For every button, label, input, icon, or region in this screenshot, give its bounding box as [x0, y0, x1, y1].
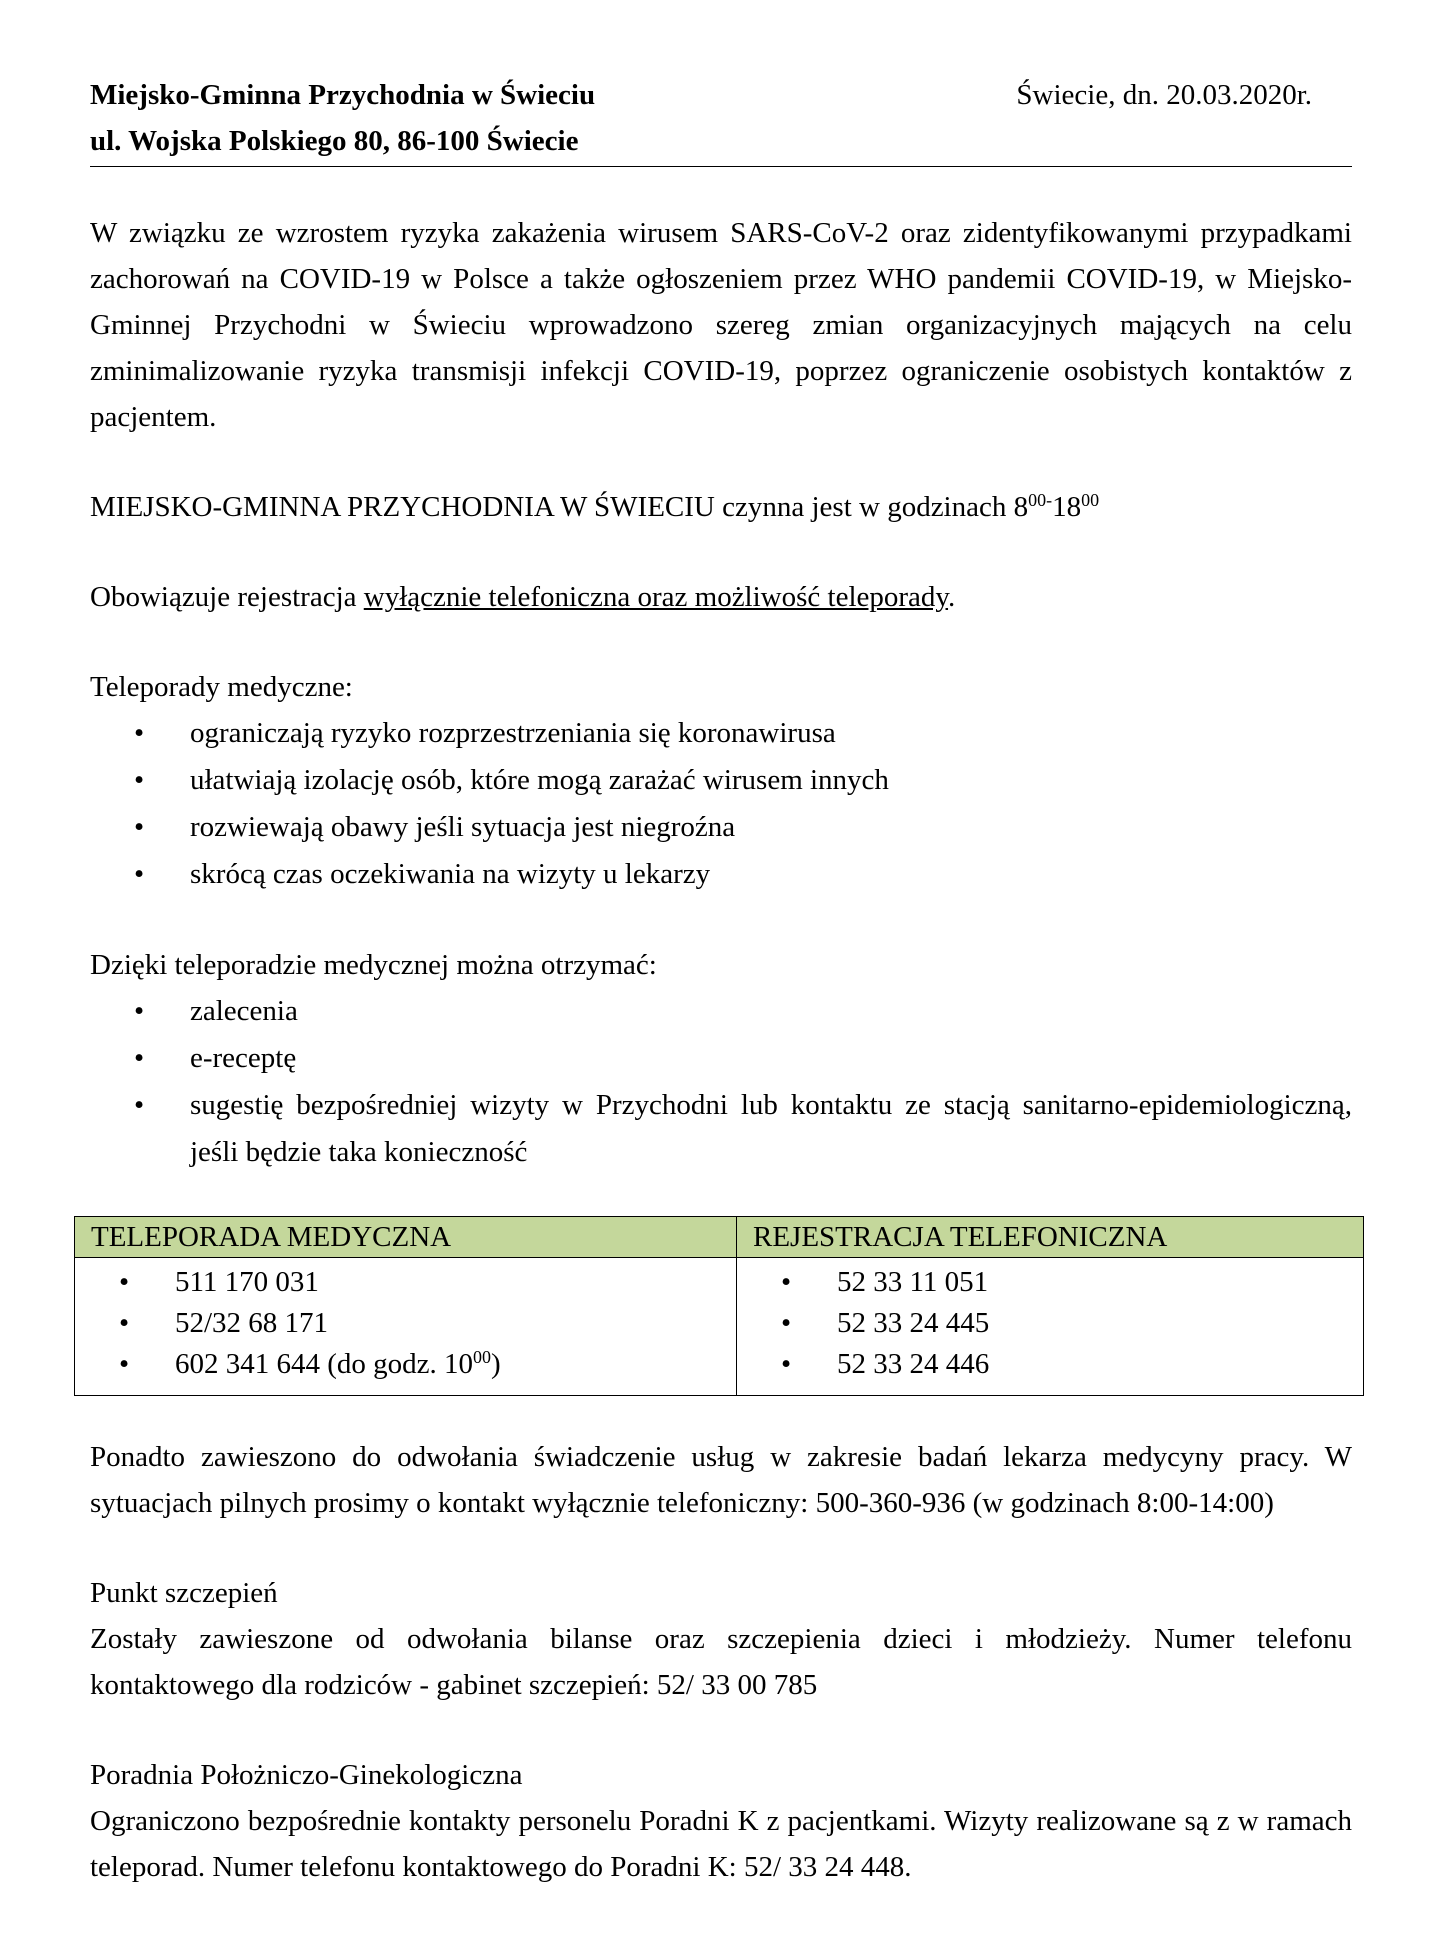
- document-body: [90, 210, 1352, 1890]
- phone-number: • 511 170 031: [75, 1262, 736, 1303]
- phone-number: • 602 341 644 (do godz. $10^{00}$): [75, 1344, 736, 1385]
- rejestracja-header: REJESTRACJA TELEFONICZNA: [737, 1217, 1364, 1258]
- registration-info: [90, 574, 1352, 620]
- teleporady-heading: Teleporady medyczne:: [90, 671, 353, 703]
- benefits-list: [90, 988, 1352, 1176]
- intro-paragraph: W związku ze wzrostem ryzyka zakażenia wirusem SARS-CoV-2 oraz zidentyfikowanymi przypadkami zachorowań na COVID-19 w Polsce a także ogłoszeniem przez WHO pandemii COVID-19, w Miejsko-Gminnej Przychodni w Świeciu wprowadzono szereg zmian organizacyjnych mających na celu zminimalizowanie ryzyka transmisji infekcji COVID-19, poprzez ograniczenie osobistych kontaktów z pacjentem.: [90, 217, 1352, 433]
- table-row: [75, 1258, 1364, 1396]
- document-date: Świecie, dn. 20.03.2020r.: [1016, 79, 1312, 111]
- registration-prefix: Obowiązuje rejestracja: [90, 581, 364, 613]
- list-item: • ułatwiają izolację osób, które mogą zarażać wirusem innych: [90, 757, 1352, 804]
- opening-hours-close: 18: [1052, 491, 1082, 523]
- table-header-row: [75, 1217, 1364, 1258]
- gynecology-paragraph: Ograniczono bezpośrednie kontakty personelu Poradni K z pacjentkami. Wizyty realizowane są z w ramach teleporad. Numer telefonu kontaktowego do Poradni K: 52/ 33 24 448.: [90, 1805, 1352, 1883]
- organization-name: Miejsko-Gminna Przychodnia w Świeciu: [90, 79, 596, 111]
- rejestracja-numbers: [737, 1258, 1364, 1396]
- organization-address: ul. Wojska Polskiego 80, 86-100 Świecie: [90, 125, 579, 157]
- vaccination-paragraph: Zostały zawieszone od odwołania bilanse oraz szczepienia dzieci i młodzieży. Numer telefonu kontaktowego dla rodziców - gabinet szczepień: 52/ 33 00 785: [90, 1623, 1352, 1701]
- phone-number: • 52 33 24 446: [737, 1344, 1363, 1385]
- organization-block: [90, 72, 595, 164]
- occupational-medicine-paragraph: Ponadto zawieszono do odwołania świadczenie usług w zakresie badań lekarza medycyny pracy. W sytuacjach pilnych prosimy o kontakt wyłącznie telefoniczny: 500-360-936 (w godzinach 8:00-14:00): [90, 1441, 1352, 1519]
- list-item: • sugestię bezpośredniej wizyty w Przychodni lub kontaktu ze stacją sanitarno-epidemiologiczną, jeśli będzie taka konieczność: [90, 1082, 1352, 1176]
- teleporada-header: TELEPORADA MEDYCZNA: [75, 1217, 737, 1258]
- list-item: • ograniczają ryzyko rozprzestrzeniania się koronawirusa: [90, 710, 1352, 757]
- opening-hours-close-sup: 00: [1081, 490, 1100, 511]
- gynecology-heading: Poradnia Położniczo-Ginekologiczna: [90, 1759, 523, 1791]
- teleporada-numbers: [75, 1258, 737, 1396]
- phone-number: • 52/32 68 171: [75, 1303, 736, 1344]
- contacts-table: [74, 1216, 1364, 1396]
- list-item: • zalecenia: [90, 988, 1352, 1035]
- list-item: • e-receptę: [90, 1035, 1352, 1082]
- phone-number: • 52 33 24 445: [737, 1303, 1363, 1344]
- registration-suffix: .: [948, 581, 956, 613]
- letterhead: [90, 72, 1352, 167]
- benefits-heading: Dzięki teleporadzie medycznej można otrzymać:: [90, 949, 657, 981]
- opening-hours-text: MIEJSKO-GMINNA PRZYCHODNIA W ŚWIECIU czynna jest w godzinach 8: [90, 491, 1029, 523]
- vaccination-heading: Punkt szczepień: [90, 1577, 278, 1609]
- list-item: • rozwiewają obawy jeśli sytuacja jest niegroźna: [90, 804, 1352, 851]
- phone-number: • 52 33 11 051: [737, 1262, 1363, 1303]
- registration-underlined: wyłącznie telefoniczna oraz możliwość teleporady: [363, 581, 949, 613]
- list-item: • skrócą czas oczekiwania na wizyty u lekarzy: [90, 851, 1352, 898]
- teleporady-list: [90, 710, 1352, 898]
- opening-hours: [90, 484, 1352, 530]
- opening-hours-open-sup: 00-: [1028, 490, 1053, 511]
